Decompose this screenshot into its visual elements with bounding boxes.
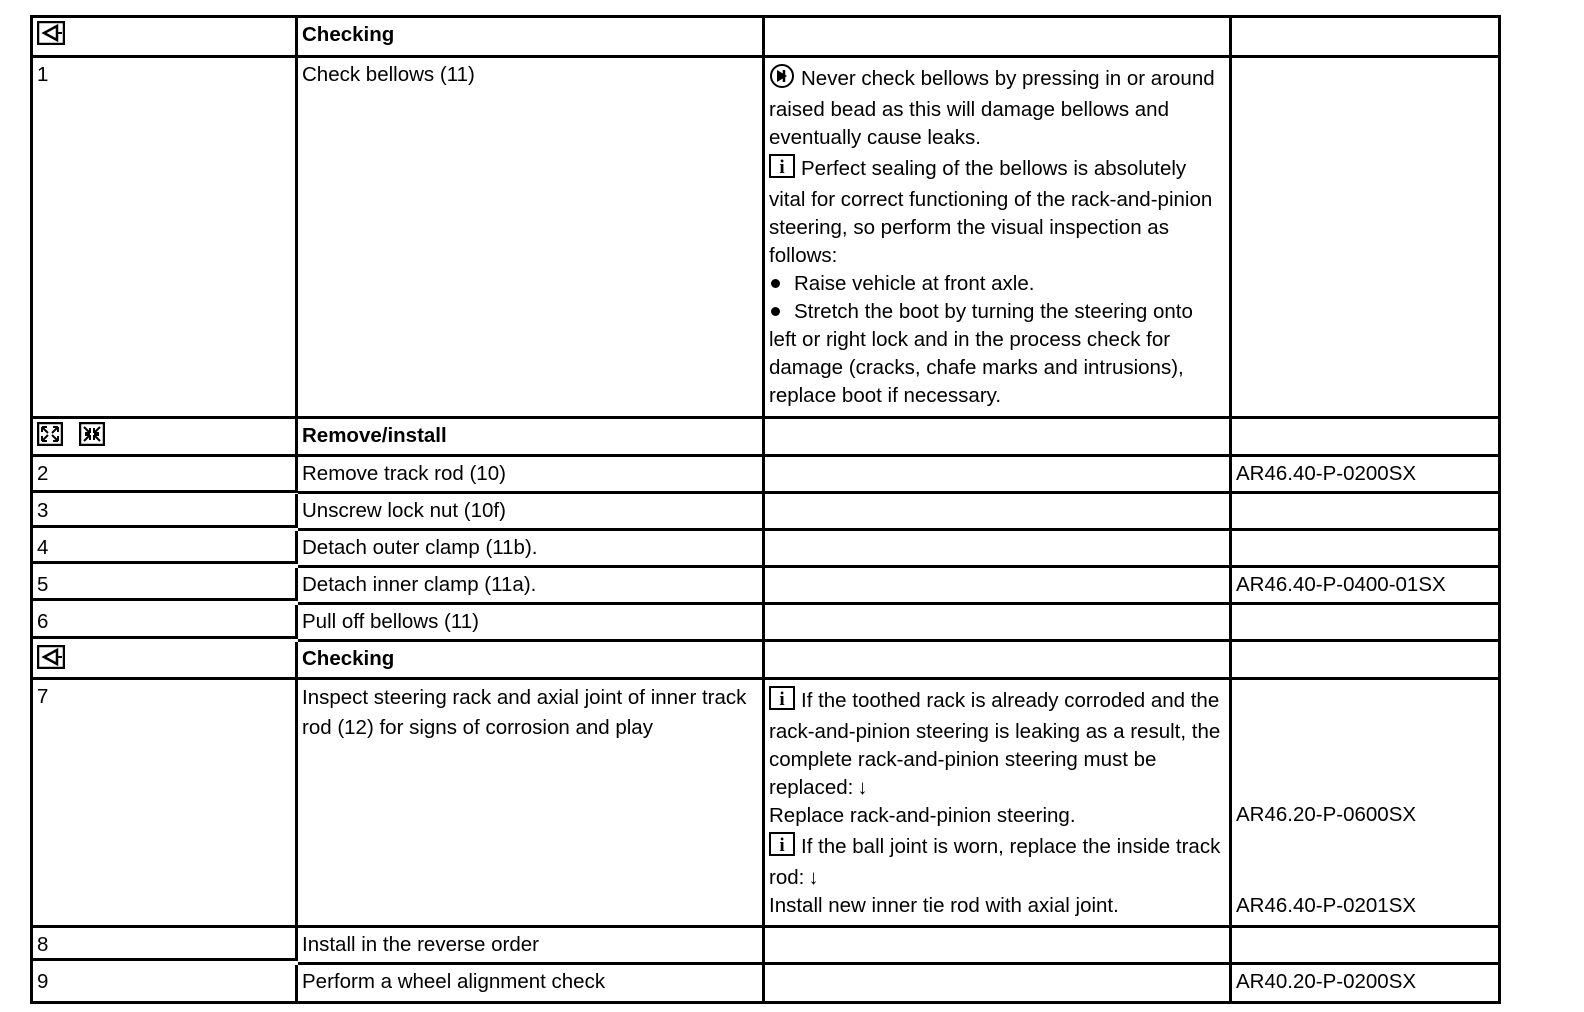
arrow-down-icon: ↓ [857, 776, 868, 799]
step-action: Unscrew lock nut (10f) [298, 494, 765, 531]
bullet-icon [771, 307, 780, 316]
step-number: 4 [33, 531, 298, 564]
step-action: Inspect steering rack and axial joint of inner track rod (12) for signs of corrosion and play [298, 680, 765, 928]
info-note [769, 686, 1225, 802]
info-icon [769, 686, 795, 718]
info-note [769, 154, 1225, 270]
reference-cell [1232, 58, 1498, 419]
step-action: Perform a wheel alignment check [298, 965, 765, 1001]
step-number: 8 [33, 928, 298, 961]
reference-cell [1232, 531, 1498, 568]
section-icon-cell [33, 419, 298, 457]
step-action: Detach outer clamp (11b). [298, 531, 765, 568]
notes-cell [765, 58, 1232, 419]
reference-cell [1232, 18, 1498, 58]
step-action: Check bellows (11) [298, 58, 765, 419]
step-action: Detach inner clamp (11a). [298, 568, 765, 605]
reference-cell [1232, 928, 1498, 965]
notes-cell [765, 494, 1232, 531]
notes-cell [765, 605, 1232, 642]
reference-cell [1232, 680, 1498, 928]
step-number: 9 [33, 965, 298, 1001]
reference-cell [1232, 642, 1498, 680]
reference-cell [1232, 605, 1498, 642]
svg-text:i: i [779, 689, 785, 710]
svg-text:i: i [779, 835, 785, 856]
arrow-down-icon: ↓ [808, 866, 819, 889]
reference-cell [1232, 419, 1498, 457]
step-number: 2 [33, 457, 298, 493]
info-icon [769, 832, 795, 864]
note-text: Perfect sealing of the bellows is absolutely vital for correct functioning of the rack-and-pinion steering, so perform the visual inspection as follows: [769, 157, 1213, 267]
reference-link[interactable]: AR46.40-P-0200SX [1232, 457, 1498, 494]
info-icon [769, 154, 795, 186]
section-title: Checking [298, 642, 765, 680]
reference-link[interactable]: AR46.40-P-0400-01SX [1232, 568, 1498, 605]
procedure-table [30, 15, 1501, 1004]
checking-icon [37, 645, 65, 677]
notes-cell [765, 18, 1232, 58]
step-number: 7 [33, 680, 298, 928]
remove-icon [37, 422, 63, 454]
section-title: Remove/install [298, 419, 765, 457]
notes-cell [765, 642, 1232, 680]
note-text: If the toothed rack is already corroded and the rack-and-pinion steering is leaking as a result, the complete rack-and-pinion steering must be replaced: [769, 689, 1221, 799]
step-number: 6 [33, 605, 298, 639]
section-icon-cell [33, 18, 298, 58]
step-number: 1 [33, 58, 298, 419]
step-number: 5 [33, 568, 298, 601]
notes-cell [765, 965, 1232, 1001]
notes-cell [765, 568, 1232, 605]
reference-cell [1232, 494, 1498, 531]
bullet-item: Raise vehicle at front axle. [769, 270, 1225, 298]
note-text: If the ball joint is worn, replace the inside track rod: [769, 835, 1221, 889]
install-icon [79, 422, 105, 454]
info-note [769, 832, 1225, 892]
step-action: Remove track rod (10) [298, 457, 765, 494]
step-action: Install in the reverse order [298, 928, 765, 965]
section-title: Checking [298, 18, 765, 58]
svg-text:i: i [779, 157, 785, 178]
notes-cell [765, 457, 1232, 494]
bullet-item: Stretch the boot by turning the steering onto left or right lock and in the process check for damage (cracks, chafe marks and intrusions), replace boot if necessary. [769, 300, 1193, 407]
warning-icon [769, 64, 795, 96]
checking-icon [37, 21, 65, 53]
reference-link[interactable]: AR46.20-P-0600SX [1236, 803, 1417, 826]
warning-note [769, 64, 1225, 152]
notes-cell [765, 531, 1232, 568]
notes-cell [765, 680, 1232, 928]
reference-link[interactable]: AR40.20-P-0200SX [1236, 970, 1417, 993]
bullet-icon [771, 279, 780, 288]
section-icon-cell [33, 642, 298, 680]
note-text: Never check bellows by pressing in or around raised bead as this will damage bellows and eventually cause leaks. [769, 67, 1215, 149]
notes-cell [765, 928, 1232, 965]
action-note: Replace rack-and-pinion steering. [769, 804, 1076, 827]
reference-link[interactable]: AR46.40-P-0201SX [1236, 894, 1417, 917]
step-action: Pull off bellows (11) [298, 605, 765, 642]
action-note: Install new inner tie rod with axial joint. [769, 894, 1119, 917]
notes-cell [765, 419, 1232, 457]
step-number: 3 [33, 494, 298, 528]
